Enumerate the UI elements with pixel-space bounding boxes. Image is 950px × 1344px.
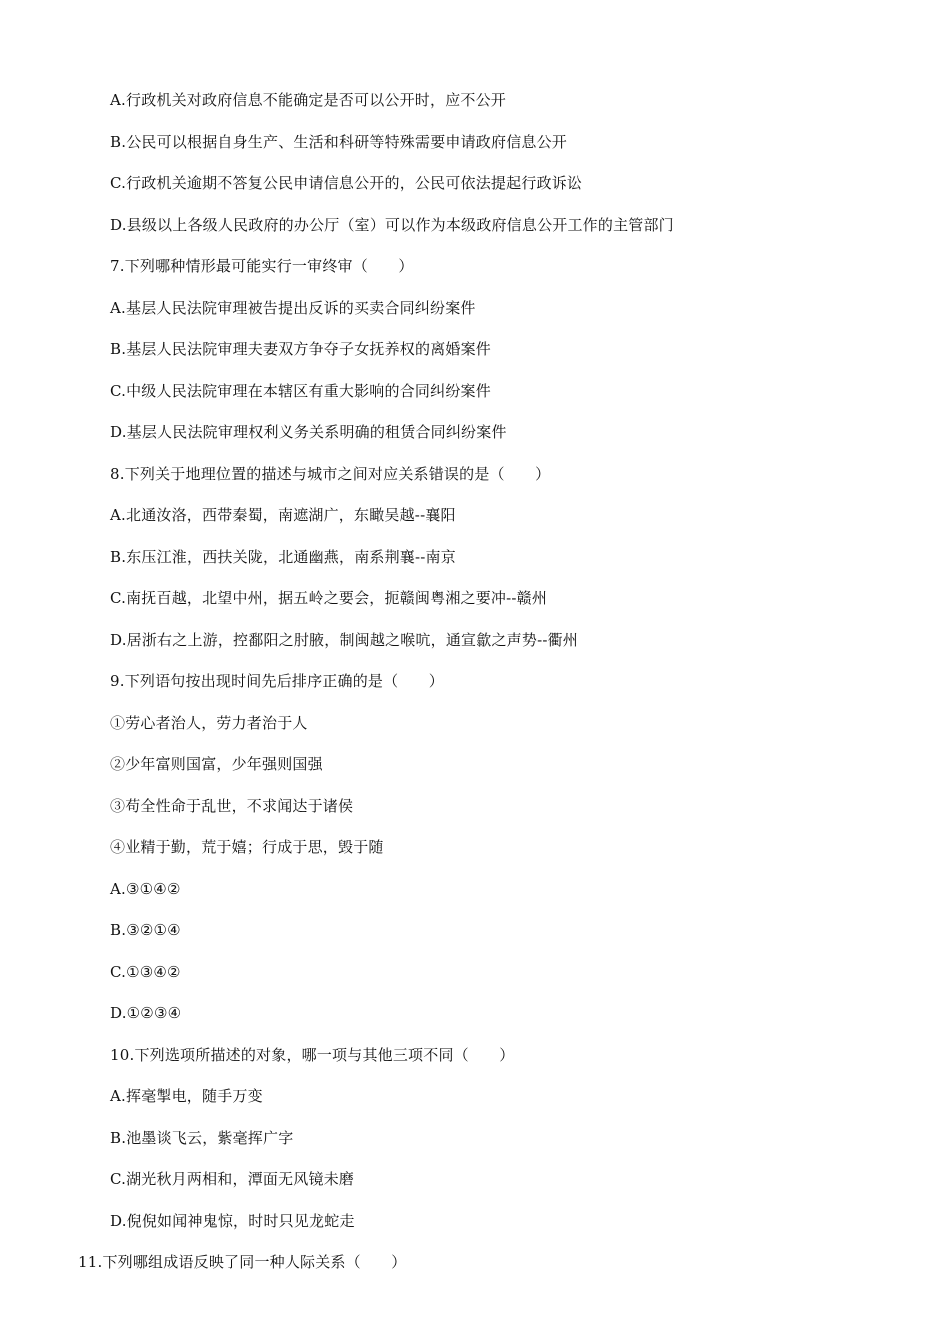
option-line: C.中级人民法院审理在本辖区有重大影响的合同纠纷案件 [110, 382, 491, 400]
option-line: D.①②③④ [110, 1004, 182, 1022]
option-line: D.县级以上各级人民政府的办公厅（室）可以作为本级政府信息公开工作的主管部门 [110, 216, 674, 234]
statement-line: ②少年富则国富，少年强则国强 [110, 755, 323, 773]
option-line: B.公民可以根据自身生产、生活和科研等特殊需要申请政府信息公开 [110, 133, 567, 151]
option-line: A.③①④② [110, 880, 181, 898]
option-line: A.挥毫掣电，随手万变 [110, 1087, 263, 1105]
option-line: B.东压江淮，西扶关陇，北通幽燕，南系荆襄--南京 [110, 548, 456, 566]
option-line: D.居浙右之上游，控鄱阳之肘腋，制闽越之喉吭，通宣歙之声势--衢州 [110, 631, 578, 649]
question-7: 7.下列哪种情形最可能实行一审终审（ ） [110, 257, 414, 275]
option-line: A.基层人民法院审理被告提出反诉的买卖合同纠纷案件 [110, 299, 476, 317]
statement-line: ④业精于勤，荒于嬉；行成于思，毁于随 [110, 838, 384, 856]
option-line: C.湖光秋月两相和，潭面无风镜未磨 [110, 1170, 355, 1188]
option-line: A.行政机关对政府信息不能确定是否可以公开时，应不公开 [110, 91, 507, 109]
option-line: D.倪倪如闻神鬼惊，时时只见龙蛇走 [110, 1212, 355, 1230]
option-line: A.北通汝洛，西带秦蜀，南遮湖广，东瞰吴越--襄阳 [110, 506, 456, 524]
question-11: 11.下列哪组成语反映了同一种人际关系（ ） [78, 1253, 407, 1271]
option-line: D.基层人民法院审理权利义务关系明确的租赁合同纠纷案件 [110, 423, 507, 441]
option-line: C.①③④② [110, 963, 181, 981]
statement-line: ①劳心者治人，劳力者治于人 [110, 714, 308, 732]
option-line: C.南抚百越，北望中州，据五岭之要会，扼赣闽粤湘之要冲--赣州 [110, 589, 548, 607]
option-line: B.③②①④ [110, 921, 181, 939]
option-line: B.基层人民法院审理夫妻双方争夺子女抚养权的离婚案件 [110, 340, 491, 358]
statement-line: ③苟全性命于乱世，不求闻达于诸侯 [110, 797, 354, 815]
question-8: 8.下列关于地理位置的描述与城市之间对应关系错误的是（ ） [110, 465, 551, 483]
option-line: B.池墨谈飞云，紫毫挥广字 [110, 1129, 294, 1147]
question-10: 10.下列选项所描述的对象，哪一项与其他三项不同（ ） [110, 1046, 515, 1064]
question-9: 9.下列语句按出现时间先后排序正确的是（ ） [110, 672, 444, 690]
option-line: C.行政机关逾期不答复公民申请信息公开的，公民可依法提起行政诉讼 [110, 174, 583, 192]
